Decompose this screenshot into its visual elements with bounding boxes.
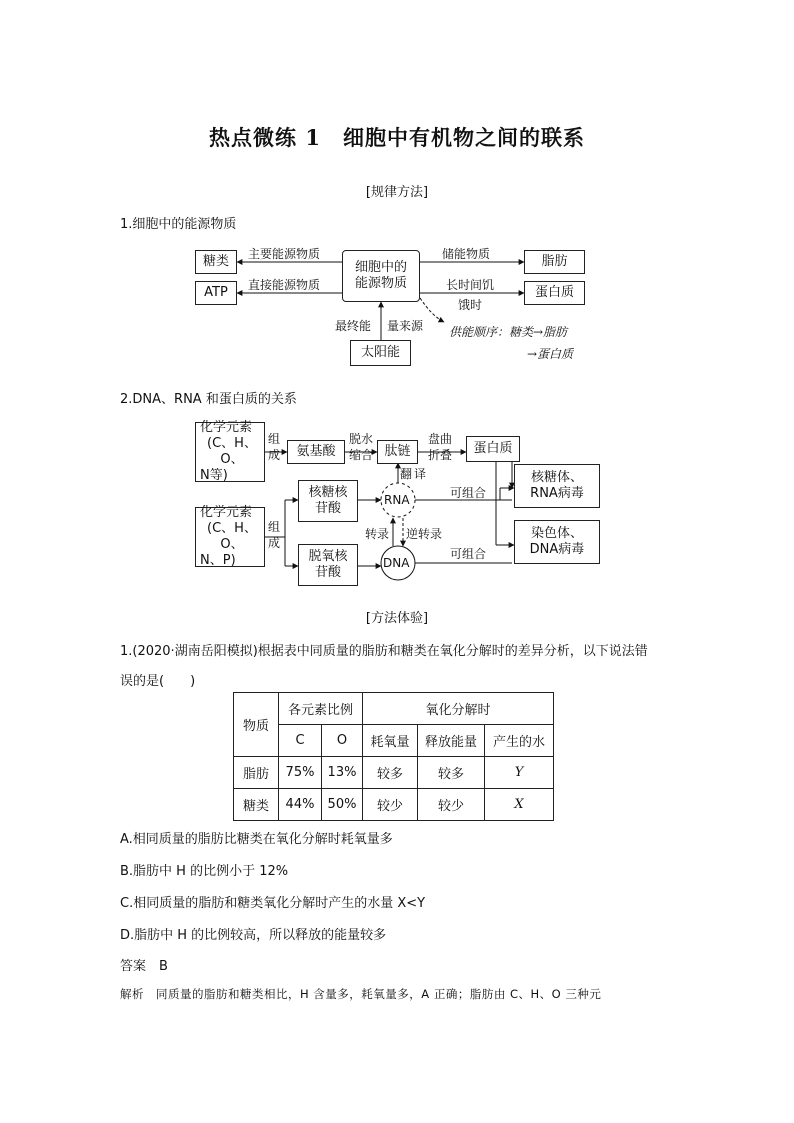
item-1-title: 1.细胞中的能源物质	[120, 217, 237, 232]
label-coil: 盘曲	[428, 432, 453, 446]
table-row	[234, 789, 554, 821]
chromosome-dna-virus-box	[514, 520, 600, 564]
cell-c: 44%	[279, 789, 322, 821]
cell-o: 13%	[322, 757, 363, 789]
sun-energy-box: 太阳能	[350, 340, 411, 366]
th-water: 产生的水	[485, 725, 554, 757]
elements-2-line-a: 化学元素	[200, 505, 253, 520]
cell-energy: 较多	[418, 757, 485, 789]
cell-oxygen: 较多	[363, 757, 418, 789]
elements-box-2	[195, 507, 265, 567]
dna-node-label: DNA	[383, 556, 410, 570]
ribosome-line-a: 核糖体、	[530, 470, 583, 485]
label-hunger-1: 长时间饥	[446, 278, 495, 292]
chromosome-line-a: 染色体、	[530, 526, 583, 541]
analysis-line: 解析 同质量的脂肪和糖类相比，H 含量多，耗氧量多，A 正确；脂肪由 C、H、O 三种元	[120, 987, 602, 1001]
th-oxygen-use: 耗氧量	[363, 725, 418, 757]
chromosome-line-b: DNA病毒	[529, 542, 585, 557]
elements-2-line-c: N、P)	[200, 553, 236, 568]
th-oxidation: 氧化分解时	[363, 693, 554, 725]
cell-water: Y	[485, 757, 554, 789]
label-dehydration: 脱水	[349, 432, 374, 446]
ribosome-line-b: RNA病毒	[530, 486, 584, 501]
label-combinable-1: 可组合	[450, 486, 487, 500]
deoxyribonucleotide-box	[298, 544, 358, 586]
elements-1-line-a: 化学元素	[200, 420, 253, 435]
cell-c: 75%	[279, 757, 322, 789]
cell-oxygen: 较少	[363, 789, 418, 821]
cell-water: X	[485, 789, 554, 821]
th-substance: 物质	[234, 693, 279, 757]
label-cheng-2: 成	[268, 536, 281, 550]
label-condensation: 缩合	[349, 448, 374, 462]
amino-acid-box: 氨基酸	[287, 440, 345, 464]
ribosome-rna-virus-box	[514, 464, 600, 508]
question-1-line-2: 误的是( )	[120, 674, 196, 689]
answer-line: 答案 B	[120, 959, 168, 974]
label-yi: 译	[414, 467, 427, 481]
energy-center-box: 细胞中的能源物质	[342, 250, 420, 302]
label-final-1: 最终能	[335, 319, 372, 333]
ribonucleotide-line-b: 苷酸	[314, 501, 341, 516]
option-c: C.相同质量的脂肪和糖类氧化分解时产生的水量 X<Y	[120, 896, 426, 911]
ribonucleotide-line-a: 核糖核	[308, 485, 348, 500]
fat-box: 脂肪	[524, 250, 585, 274]
elements-1-line-b: (C、H、O、	[207, 436, 257, 467]
label-fold: 折叠	[428, 448, 453, 462]
label-main-energy: 主要能源物质	[248, 247, 321, 261]
elements-2-line-b: (C、H、O、	[207, 521, 257, 552]
section-heading-method: [规律方法]	[365, 185, 429, 200]
table-header-row-2	[234, 725, 554, 757]
supply-order-note-1: 供能顺序：糖类→脂肪	[449, 325, 568, 339]
cell-name: 脂肪	[234, 757, 279, 789]
elements-1-line-c: N等)	[200, 468, 228, 483]
label-combinable-2: 可组合	[450, 547, 487, 561]
protein-box-2: 蛋白质	[466, 436, 520, 462]
th-energy-release: 释放能量	[418, 725, 485, 757]
option-a: A.相同质量的脂肪比糖类在氧化分解时耗氧量多	[120, 832, 393, 847]
th-c: C	[279, 725, 322, 757]
th-o: O	[322, 725, 363, 757]
option-d: D.脂肪中 H 的比例较高，所以释放的能量较多	[120, 928, 387, 943]
table-header-row-1	[234, 693, 554, 725]
atp-box: ATP	[195, 281, 237, 305]
th-element-ratio: 各元素比例	[279, 693, 363, 725]
table-row	[234, 757, 554, 789]
label-final-2: 量来源	[387, 319, 424, 333]
rna-node-label: RNA	[384, 493, 410, 507]
sugar-box: 糖类	[195, 250, 237, 274]
label-zu-2: 组	[268, 520, 281, 534]
label-transcription: 转录	[365, 527, 390, 541]
question-1-line-1: 1.(2020·湖南岳阳模拟)根据表中同质量的脂肪和糖类在氧化分解时的差异分析，以下说法错	[120, 644, 648, 659]
deoxyribonucleotide-line-a: 脱氧核	[308, 549, 348, 564]
page-title: 热点微练 1 细胞中有机物之间的联系	[209, 125, 585, 150]
ribonucleotide-box	[298, 480, 358, 522]
item-2-title: 2.DNA、RNA 和蛋白质的关系	[120, 392, 297, 407]
cell-name: 糖类	[234, 789, 279, 821]
comparison-table	[233, 692, 554, 821]
option-b: B.脂肪中 H 的比例小于 12%	[120, 864, 289, 879]
elements-box-1	[195, 422, 265, 482]
section-heading-practice: [方法体验]	[365, 611, 429, 626]
label-direct-energy: 直接能源物质	[248, 278, 321, 292]
cell-o: 50%	[322, 789, 363, 821]
label-fan: 翻	[400, 467, 413, 481]
label-cheng-1: 成	[268, 448, 281, 462]
label-zu-1: 组	[268, 432, 281, 446]
label-storage: 储能物质	[442, 247, 491, 261]
peptide-box: 肽链	[377, 440, 418, 464]
label-reverse-transcription: 逆转录	[406, 527, 443, 541]
supply-order-note-2: →蛋白质	[527, 347, 574, 361]
protein-box: 蛋白质	[524, 281, 585, 305]
deoxyribonucleotide-line-b: 苷酸	[314, 565, 341, 580]
cell-energy: 较少	[418, 789, 485, 821]
label-hunger-2: 饿时	[458, 298, 483, 312]
